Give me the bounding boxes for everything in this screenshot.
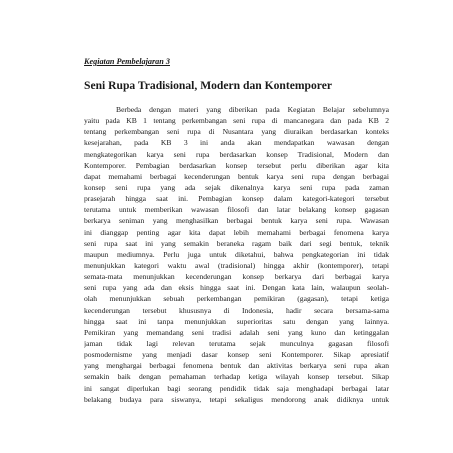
- paragraph-line: menunjukkan kategori waktu awal (tradisional) hingga akhir (kontemporer), tetapi: [84, 260, 389, 270]
- body-paragraph: [84, 104, 389, 405]
- paragraph-line: semakin baik dengan pemahaman terhadap ketiga wilayah konsep tersebut. Sikap: [84, 372, 389, 382]
- paragraph-line: Pemikiran yang memandang seni tradisi adalah seni yang kuno dan ketinggalan: [84, 327, 389, 337]
- paragraph-line: konsep seni rupa yang ada sejak dikenalnya karya seni rupa pada zaman: [84, 182, 389, 192]
- paragraph-line: dapat memahami berbagai kecenderungan bentuk karya seni rupa dengan berbagai: [84, 171, 389, 181]
- paragraph-line: jaman tidak lagi relevan terutama sejak munculnya gagasan filosofi: [84, 338, 389, 348]
- paragraph-line: mengkategorikan karya seni rupa berdasarkan konsep Tradisional, Modern dan: [84, 149, 389, 159]
- paragraph-line: Kontemporer. Pembagian berdasarkan konsep tersebut perlu diberikan agar kita: [84, 160, 389, 170]
- paragraph-line: berkarya seniman yang menghasilkan berbagai bentuk karya seni rupa. Wawasan: [84, 216, 389, 226]
- paragraph-line: hingga saat ini tanpa menunjukkan superioritas satu dengan yang lainnya.: [84, 316, 389, 326]
- paragraph-line: yang menghargai berbagai fenomena bentuk dan aktivitas berkarya seni rupa akan: [84, 361, 389, 371]
- paragraph-line: ini dianggap penting agar kita dapat lebih memahami berbagai fenomena karya: [84, 227, 389, 237]
- paragraph-line: kesejarahan, pada KB 3 ini anda akan mendapatkan wawasan dengan: [84, 138, 389, 148]
- paragraph-line: maupun mediumnya. Perlu juga untuk diketahui, bahwa pengkategorian ini tidak: [84, 249, 389, 259]
- paragraph-line: Berbeda dengan materi yang diberikan pada Kegiatan Belajar sebelumnya: [116, 105, 389, 114]
- paragraph-line: seni rupa yang ada dan eksis hingga saat ini. Dengan kata lain, walaupun seolah-: [84, 283, 389, 293]
- page-title: Seni Rupa Tradisional, Modern dan Kontemporer: [84, 79, 333, 92]
- paragraph-line: semata-mata menunjukkan kecenderungan konsep berkarya dari berbagai karya: [84, 272, 389, 282]
- paragraph-line: belakang budaya para siswanya, tetapi sekaligus mendorong anak didiknya untuk: [84, 394, 389, 404]
- paragraph-line: kecenderungan tersebut khususnya di Indonesia, hadir secara bersama-sama: [84, 305, 389, 315]
- paragraph-line: seni rupa saat ini yang semakin beraneka ragam baik dari segi bentuk, teknik: [84, 238, 389, 248]
- paragraph-line: yaitu pada KB 1 tentang perkembangan seni rupa di mancanegara dan pada KB 2: [84, 116, 389, 126]
- paragraph-line: ini sangat diperlukan bagi seorang pendidik tidak saja menghadapi berbagai latar: [84, 383, 389, 393]
- paragraph-line: tentang perkembangan seni rupa di Nusantara yang diuraikan berdasarkan konteks: [84, 127, 389, 137]
- paragraph-line: prasejarah hingga saat ini. Pembagian konsep dalam kategori-kategori tersebut: [84, 194, 389, 204]
- section-label: Kegiatan Pembelajaran 3: [84, 57, 170, 66]
- paragraph-line: terutama untuk memberikan wawasan filosofi dan latar belakang konsep gagasan: [84, 205, 389, 215]
- paragraph-line: olah menunjukkan sebuah perkembangan pemikiran (gagasan), tetapi ketiga: [84, 294, 389, 304]
- paragraph-line: posmodernisme yang menjadi dasar konsep seni Kontemporer. Sikap apresiatif: [84, 350, 389, 360]
